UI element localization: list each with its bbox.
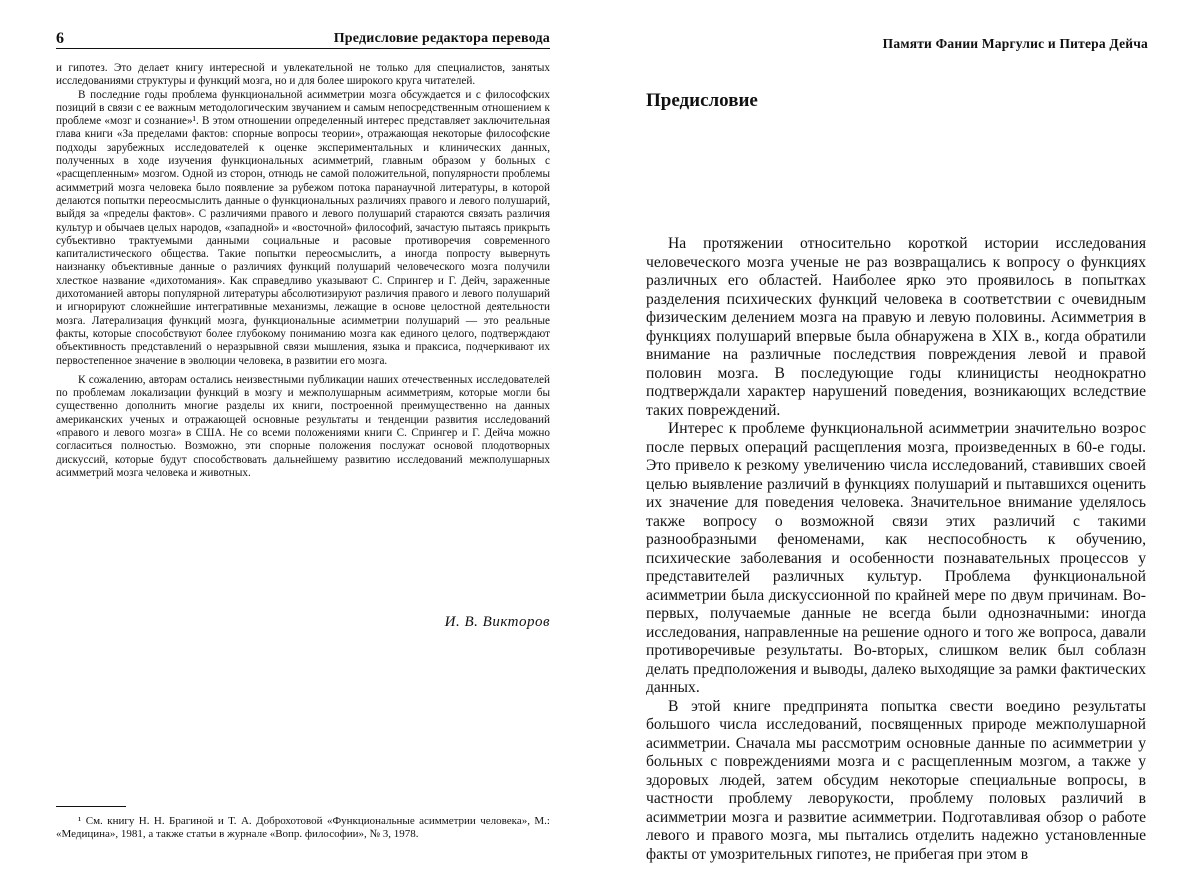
footnote-rule <box>56 806 126 807</box>
page-number: 6 <box>56 30 64 47</box>
footnote-text: ¹ См. книгу Н. Н. Брагиной и Т. А. Доброхотовой «Функциональные асимметрии человека», М.: «Медицина», 1981, а также статьи в журнале «Вопр. философии», № 3, 1978. <box>56 815 550 841</box>
signature: И. В. Викторов <box>444 614 550 630</box>
paragraph: К сожалению, авторам остались неизвестными публикации наших отечественных исследователей по проблемам локализации функций в мозгу и межполушарным асимметриям, которые могли бы существенно дополнить многие разделы их книги, построенной преимущественно на данных американских ученых и отражающей основные результаты и тенденции развития исследований «правого и левого мозга» в США. Не со всеми положениями книги С. Спрингер и Г. Дейча можно согласиться полностью. Возможно, эти спорные положения послужат основой плодотворных дискуссий, которые будут способствовать дальнейшему развитию исследований межполушарных асимметрий мозга человека и животных. <box>56 373 550 479</box>
paragraph: и гипотез. Это делает книгу интересной и увлекательной не только для специалистов, занятых исследованиями структуры и функций мозга, но и для более широкого круга читателей. <box>56 62 550 88</box>
right-page <box>600 0 1200 896</box>
paragraph: Интерес к проблеме функциональной асимметрии значительно возрос после первых операций расщепления мозга, произведенных в 60-е годы. Это привело к резкому увеличению числа исследований, ставивших своей целью выявление различий в функциях полушарий и пытавшихся оценить их значение для поведения человека. Значительное внимание уделялось также вопросу о возможной связи этих различий с такими разнообразными феноменами, как неспособность к обучению, психические заболевания и особенности познавательных процессов у представителей различных культур. Проблема функциональной асимметрии была дискуссионной по крайней мере по двум причинам. Во-первых, получаемые данные не всегда были однозначными: иногда исследования, направленные на решение одного и того же вопроса, давали противоречивые результаты. Во-вторых, слишком велик был соблазн делать предположения и выводы, далеко выходящие за рамки фактических данных. <box>646 420 1146 696</box>
left-running-head: Предисловие редактора перевода <box>333 31 550 46</box>
footnote <box>56 815 550 841</box>
left-running-header <box>56 30 550 49</box>
paragraph: В этой книге предпринята попытка свести воедино результаты большого числа исследований, посвященных природе межполушарной асимметрии. Сначала мы рассмотрим основные данные по асимметрии у больных с повреждениями мозга и с расщепленным мозгом, а также у здоровых людей, затем обсудим некоторые специальные вопросы, в частности проблему леворукости, проблему половых различий в асимметрии мозга и развитие асимметрии. Подготавливая обзор о работе левого и правого мозга, мы пытались отделить надежно установленные факты от умозрительных гипотез, не прибегая при этом в <box>646 697 1146 863</box>
page-title: Предисловие <box>646 90 758 111</box>
left-body-text <box>56 62 550 480</box>
right-body-text <box>646 235 1146 864</box>
right-running-head: Памяти Фании Маргулис и Питера Дейча <box>882 36 1148 51</box>
paragraph: На протяжении относительно короткой истории исследования человеческого мозга ученые не раз возвращались к вопросу о функциях различных его областей. Наиболее ярко это проявилось в попытках разделения психических функций человека в соответствии с очевидным физическим делением мозга на правую и левую половины. Асимметрия в функциях полушарий впервые была обнаружена в XIX в., когда обратили внимание на различные последствия повреждения левой и правой половин мозга. В последующие годы клиницисты неоднократно подтверждали характер нарушений поведения, возникающих вследствие таких повреждений. <box>646 235 1146 419</box>
paragraph: В последние годы проблема функциональной асимметрии мозга обсуждается и с философских позиций в связи с ее важным методологическим звучанием и самым непосредственным отношением к проблеме «мозг и сознание»¹. В этом отношении определенный интерес представляет заключительная глава книги «За пределами фактов: спорные вопросы теории», отражающая некоторые философские подходы зарубежных исследователей к оценке экспериментальных и клинических данных, полученных в ходе изучения функциональных асимметрий, главным образом у больных с «расщепленным» мозгом. Одной из сторон, отнюдь не самой положительной, популярности проблемы асимметрий мозга человека было появление за рубежом потока паранаучной литературы, в которой делаются попытки переосмыслить данные о функциональных различиях правого и левого полушарий, выйдя за «пределы фактов». С различиями правого и левого полушарий стараются связать различия культур и обычаев целых народов, «западной» и «восточной» философий, зачастую пытаясь прикрыть субъективно трактуемыми данными социальные и расовые противоречия современного капиталистического общества. Такие попытки переосмыслить, а иногда попросту вывернуть наизнанку объективные данные о различиях функций полушарий человеческого мозга получили хлесткое название «дихотомания». Как справедливо указывают С. Спрингер и Г. Дейч, зараженные дихотоманией авторы популярной литературы абсолютизируют различия правого и левого полушарий и игнорируют сложнейшие интегративные механизмы, лежащие в основе целостной деятельности мозга. Латерализация функций мозга, функциональные асимметрии полушарий — это реальные факты, которые способствуют более глубокому пониманию мозга как единого целого, подтверждают объективность представлений о неразрывной связи мышления, языка и праксиса, подчеркивают их первостепенное значение в эволюции человека, в развитии его мозга. <box>56 88 550 367</box>
